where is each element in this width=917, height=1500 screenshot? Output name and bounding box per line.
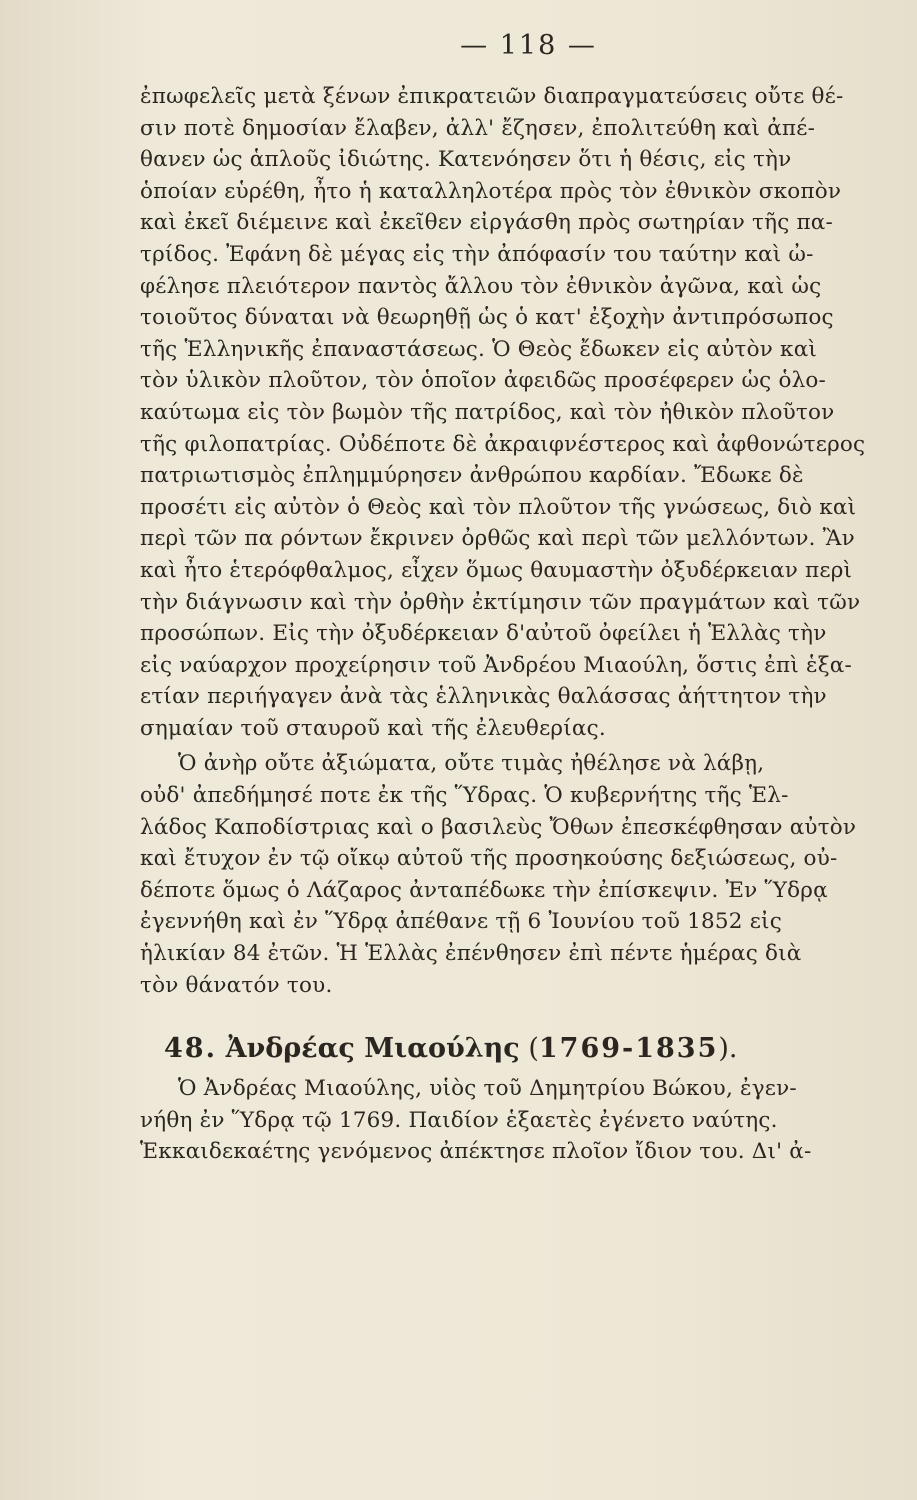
- paragraph-2: [140, 748, 887, 1001]
- paragraph-3: [140, 1073, 887, 1168]
- text-line: εἰς ναύαρχον προχείρησιν τοῦ Ἀνδρέου Μιαούλη, ὅστις ἐπὶ ἑξα-: [140, 652, 852, 678]
- text-line: σιν ποτὲ δημοσίαν ἔλαβεν, ἀλλ' ἔζησεν, ἐπολιτεύθη καὶ ἀπέ-: [140, 115, 816, 141]
- text-line: προσώπων. Εἰς τὴν ὀξυδέρκειαν δ'αὐτοῦ ὀφείλει ἡ Ἑλλὰς τὴν: [140, 621, 827, 647]
- text-line: τῆς φιλοπατρίας. Οὐδέποτε δὲ ἀκραιφνέστερος καὶ ἀφθονώτερος: [140, 431, 866, 457]
- text-line: καύτωμα εἰς τὸν βωμὸν τῆς πατρίδος, καὶ τὸν ἠθικὸν πλοῦτον: [140, 399, 835, 425]
- text-line: τὸν ὑλικὸν πλοῦτον, τὸν ὁποῖον ἀφειδῶς προσέφερεν ὡς ὁλο-: [140, 368, 827, 394]
- text-line: ἡλικίαν 84 ἐτῶν. Ἡ Ἑλλὰς ἐπένθησεν ἐπὶ πέντε ἡμέρας διὰ: [140, 941, 802, 967]
- text-line: δέποτε ὅμως ὁ Λάζαρος ἀνταπέδωκε τὴν ἐπίσκεψιν. Ἐν Ὕδρᾳ: [140, 877, 828, 903]
- text-line: καὶ ἦτο ἑτερόφθαλμος, εἶχεν ὅμως θαυμαστὴν ὀξυδέρκειαν περὶ: [140, 557, 853, 583]
- text-line: τὴν διάγνωσιν καὶ τὴν ὀρθὴν ἐκτίμησιν τῶν πραγμάτων καὶ τῶν: [140, 589, 861, 615]
- text-line: λάδος Καποδίστριας καὶ ο βασιλεὺς Ὄθων ἐπεσκέφθησαν αὐτὸν: [140, 814, 857, 840]
- text-line: φέλησε πλειότερον παντὸς ἄλλου τὸν ἐθνικὸν ἀγῶνα, καὶ ὡς: [140, 273, 822, 299]
- text-line: θανεν ὡς ἁπλοῦς ἰδιώτης. Κατενόησεν ὅτι ἡ θέσις, εἰς τὴν: [140, 147, 792, 173]
- text-line: ἐγεννήθη καὶ ἐν Ὕδρᾳ ἀπέθανε τῇ 6 Ἰουνίου τοῦ 1852 εἰς: [140, 909, 782, 935]
- open-paren: (: [528, 1033, 539, 1065]
- text-line: Ὁ Ἀνδρέας Μιαούλης, υἱὸς τοῦ Δημητρίου Βώκου, ἐγεν-: [178, 1076, 797, 1102]
- text-line: καὶ ἔτυχον ἐν τῷ οἴκῳ αὐτοῦ τῆς προσηκούσης δεξιώσεως, οὐ-: [140, 846, 838, 872]
- text-line: οὐδ' ἀπεδήμησέ ποτε ἐκ τῆς Ὕδρας. Ὁ κυβερνήτης τῆς Ἑλ-: [140, 783, 789, 809]
- text-line: τρίδος. Ἐφάνη δὲ μέγας εἰς τὴν ἀπόφασίν του ταύτην καὶ ὠ-: [140, 241, 814, 267]
- text-line: νήθη ἐν Ὕδρᾳ τῷ 1769. Παιδίον ἑξαετὲς ἐγένετο ναύτης.: [140, 1107, 778, 1133]
- section-heading: [140, 1029, 887, 1069]
- text-line: περὶ τῶν πα ρόντων ἔκρινεν ὀρθῶς καὶ περὶ τῶν μελλόντων. Ἂν: [140, 526, 855, 552]
- section-title: Ἀνδρέας Μιαούλης: [225, 1033, 520, 1065]
- close-paren: ).: [718, 1033, 738, 1065]
- text-line: ετίαν περιήγαγεν ἀνὰ τὰς ἑλληνικὰς θαλάσσας ἀήττητον τὴν: [140, 684, 827, 710]
- text-line: Ἑκκαιδεκαέτης γενόμενος ἀπέκτησε πλοῖον ἴδιον του. Δι' ἀ-: [140, 1139, 812, 1165]
- text-line: ἐπωφελεῖς μετὰ ξένων ἐπικρατειῶν διαπραγματεύσεις οὔτε θέ-: [140, 84, 844, 109]
- section-years: 1769-1835: [538, 1033, 719, 1065]
- page-number: — 118 —: [460, 30, 597, 61]
- text-line: προσέτι εἰς αὐτὸν ὁ Θεὸς καὶ τὸν πλοῦτον τῆς γνώσεως, διὸ καὶ: [140, 494, 857, 520]
- text-line: σημαίαν τοῦ σταυροῦ καὶ τῆς ἐλευθερίας.: [140, 715, 606, 741]
- text-line: Ὁ ἀνὴρ οὔτε ἀξιώματα, οὔτε τιμὰς ἠθέλησε νὰ λάβῃ,: [178, 751, 765, 777]
- text-line: τῆς Ἑλληνικῆς ἐπαναστάσεως. Ὁ Θεὸς ἔδωκεν εἰς αὐτὸν καὶ: [140, 336, 818, 362]
- text-line: ὁποίαν εὑρέθη, ἦτο ἡ καταλληλοτέρα πρὸς τὸν ἐθνικὸν σκοπὸν: [140, 178, 842, 204]
- section-number: 48.: [164, 1033, 217, 1065]
- text-line: πατριωτισμὸς ἐπλημμύρησεν ἀνθρώπου καρδίαν. Ἔδωκε δὲ: [140, 463, 804, 489]
- text-line: τὸν θάνατόν του.: [140, 972, 333, 998]
- text-line: καὶ ἐκεῖ διέμεινε καὶ ἐκεῖθεν εἰργάσθη πρὸς σωτηρίαν τῆς πα-: [140, 210, 833, 236]
- paragraph-1: [140, 81, 887, 744]
- text-line: τοιοῦτος δύναται νὰ θεωρηθῇ ὡς ὁ κατ' ἐξοχὴν ἀντιπρόσωπος: [140, 305, 834, 331]
